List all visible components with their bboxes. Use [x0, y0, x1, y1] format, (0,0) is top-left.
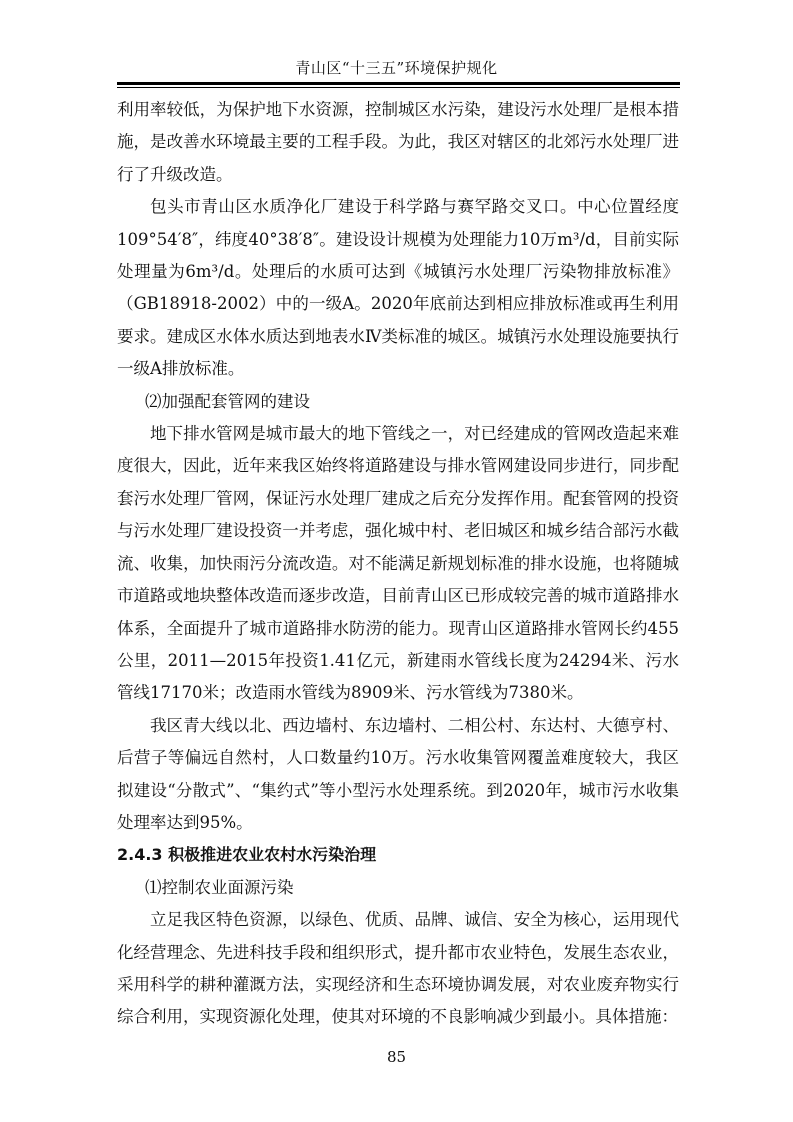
paragraph-pipe-network: 地下排水管网是城市最大的地下管线之一，对已经建成的管网改造起来难度很大，因此，近年来我区始终将道路建设与排水管网建设同步进行，同步配套污水处理厂管网，保证污水处理厂建成之后充分发挥作用。配套管网的投资与污水处理厂建设投资一并考虑，强化城中村、老旧城区和城乡结合部污水截流、收集，加快雨污分流改造。对不能满足新规划标准的排水设施，也将随城市道路或地块整体改造而逐步改造，目前青山区已形成较完善的城市道路排水体系，全面提升了城市道路排水防涝的能力。现青山区道路排水管网长约455公里，2011—2015年投资1.41亿元，新建雨水管线长度为24294米、污水管线17170米；改造雨水管线为8909米、污水管线为7380米。 — [117, 424, 679, 703]
header-title: 青山区“十三五”环境保护规化 — [295, 59, 498, 77]
header-rule-thick — [117, 82, 680, 85]
paragraph-water-plant: 包头市青山区水质净化厂建设于科学路与赛罕路交叉口。中心位置经度109°54′8″，纬度40°38′8″。建设设计规模为处理能力10万m³/d，目前实际处理量为6m³/d。处理后的水质可达到《城镇污水处理厂污染物排放标准》（GB18918-2002）中的一级A。2020年底前达到相应排放标准或再生利用要求。建成区水体水质达到地表水Ⅳ类标准的城区。城镇污水处理设施要执行一级A排放标准。 — [117, 197, 679, 379]
page-number: 85 — [386, 1048, 407, 1066]
paragraph-remote-villages: 我区青大线以北、西边墙村、东边墙村、二相公村、东达村、大德亨村、后营子等偏远自然村，人口数量约10万。污水收集管网覆盖难度较大，我区拟建设“分散式”、“集约式”等小型污水处理系统。到2020年，城市污水收集处理率达到95%。 — [117, 715, 679, 832]
paragraph-continued: 利用率较低，为保护地下水资源，控制城区水污染，建设污水处理厂是根本措施，是改善水环境最主要的工程手段。为此，我区对辖区的北郊污水处理厂进行了升级改造。 — [117, 100, 679, 184]
paragraph-agri-measures: 立足我区特色资源，以绿色、优质、品牌、诚信、安全为核心，运用现代化经营理念、先进科技手段和组织形式，提升都市农业特色，发展生态农业，采用科学的耕种灌溉方法，实现经济和生态环境协调发展，对农业废弃物实行综合利用，实现资源化处理，使其对环境的不良影响减少到最小。具体措施： — [117, 910, 679, 1027]
page-body — [117, 94, 679, 1034]
subheading-agri-pollution: ⑴控制农业面源污染 — [145, 877, 294, 897]
header-rule-thin — [117, 87, 680, 88]
section-heading-2-4-3: 2.4.3 积极推进农业农村水污染治理 — [117, 845, 377, 865]
subheading-pipe-network: ⑵加强配套管网的建设 — [145, 391, 310, 411]
